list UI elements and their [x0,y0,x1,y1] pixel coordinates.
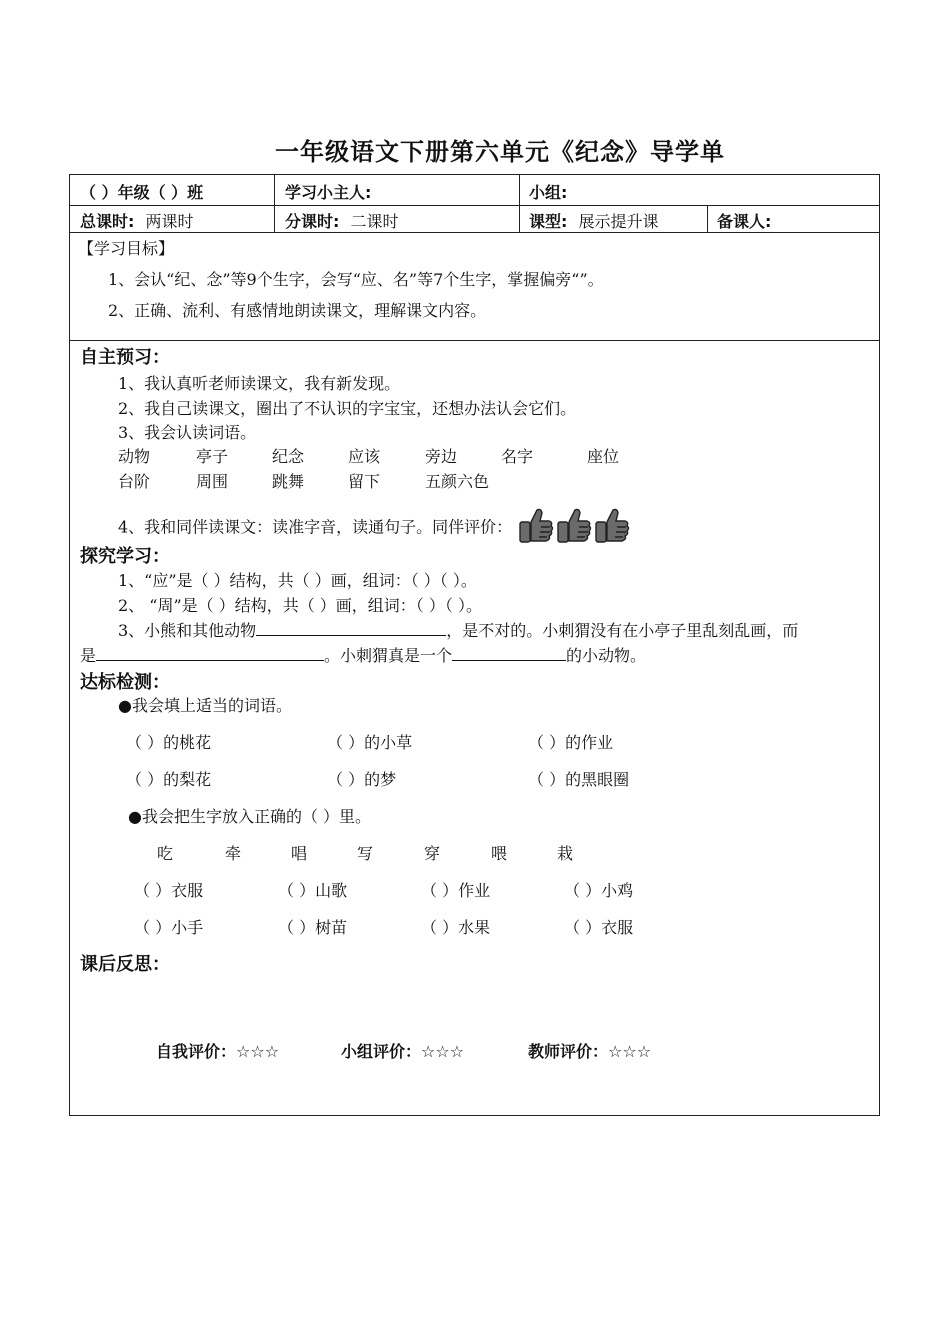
reflection-heading: 课后反思： [80,954,170,975]
match-item: （ ）山歌 [278,881,348,900]
question-text: 。小刺猬真是一个 [324,646,453,665]
vocab-word: 五颜六色 [425,472,490,491]
match-item: （ ）小鸡 [564,881,634,900]
match-item: （ ）衣服 [134,881,204,900]
vocab-word: 亭子 [196,447,229,466]
vocab-word: 名字 [501,447,534,466]
lesson-type-value: 展示提升课 [578,212,659,231]
table-divider [707,205,708,232]
match-item: （ ）树苗 [278,918,348,937]
match-item: （ ）作业 [421,881,491,900]
character: 吃 [157,844,174,863]
peer-review-line [118,506,631,550]
thumbs-up-icon [517,506,631,550]
vocab-word: 座位 [587,447,620,466]
character: 喂 [491,844,508,863]
preparer-label: 备课人: [717,212,772,231]
page-title: 一年级语文下册第六单元《纪念》导学单 [275,138,725,166]
check-task: ●我会填上适当的词语。 [118,696,292,715]
self-evaluation: 自我评价：☆☆☆ [156,1042,280,1061]
question-text: 的小动物。 [566,646,647,665]
vocab-word: 纪念 [272,447,305,466]
explore-question: 1、“应”是（ ）结构，共（ ）画，组词：（ ）（ ）。 [118,571,477,590]
vocab-word: 跳舞 [272,472,305,491]
question-text: ，是不对的。小刺猬没有在小亭子里乱刻乱画，而 [446,621,799,640]
group-evaluation: 小组评价：☆☆☆ [341,1042,465,1061]
total-lessons-label: 总课时: [80,212,135,231]
character: 穿 [424,844,441,863]
vocab-word: 动物 [118,447,151,466]
vocab-word: 周围 [196,472,229,491]
class-field-label: （ ）年级（ ）班 [80,183,204,202]
group-field-label: 小组: [529,183,568,202]
fill-item: （ ）的桃花 [126,733,212,752]
match-item: （ ）小手 [134,918,204,937]
vocab-word: 旁边 [425,447,458,466]
fill-item: （ ）的作业 [528,733,614,752]
total-lessons-field [80,209,194,232]
teacher-evaluation: 教师评价：☆☆☆ [528,1042,652,1061]
character: 写 [357,844,374,863]
part-lessons-value: 二课时 [350,212,399,231]
preview-item: 2、我自己读课文，圈出了不认识的字宝宝，还想办法认会它们。 [118,399,577,418]
explore-question [80,643,646,666]
character: 栽 [557,844,574,863]
character: 牵 [225,844,242,863]
host-field-label: 学习小主人: [285,183,372,202]
table-divider [70,340,879,341]
lesson-type-label: 课型: [529,212,568,231]
character: 唱 [291,844,308,863]
explore-question: 2、 “周”是（ ）结构，共（ ）画，组词：（ ）（ ）。 [118,596,482,615]
goal-item: 1、会认“纪、念”等9个生字，会写“应、名”等7个生字，掌握偏旁“”。 [108,270,604,289]
explore-heading: 探究学习： [80,546,170,567]
lesson-type-field [529,209,659,232]
goals-heading: 【学习目标】 [78,239,175,258]
peer-review-text: 4、我和同伴读课文：读准字音，读通句子。同伴评价： [118,517,513,537]
vocab-word: 台阶 [118,472,151,491]
fill-item: （ ）的黑眼圈 [528,770,630,789]
answer-blank[interactable] [96,644,324,661]
check-task: ●我会把生字放入正确的（ ）里。 [128,807,372,826]
preview-item: 3、我会认读词语。 [118,423,257,442]
preview-item: 1、我认真听老师读课文，我有新发现。 [118,374,401,393]
table-divider [274,175,275,232]
table-divider [70,205,879,206]
match-item: （ ）衣服 [564,918,634,937]
part-lessons-label: 分课时: [285,212,340,231]
goal-item: 2、正确、流利、有感情地朗读课文，理解课文内容。 [108,301,487,320]
fill-item: （ ）的梨花 [126,770,212,789]
answer-blank[interactable] [256,619,446,636]
question-text: 是 [80,646,97,665]
check-heading: 达标检测： [80,672,170,693]
fill-item: （ ）的小草 [327,733,413,752]
vocab-word: 应该 [348,447,381,466]
question-text: 3、小熊和其他动物 [118,621,257,640]
total-lessons-value: 两课时 [145,212,194,231]
answer-blank[interactable] [452,644,566,661]
table-divider [519,175,520,232]
table-divider [70,232,879,233]
preview-heading: 自主预习： [80,347,170,368]
vocab-word: 留下 [348,472,381,491]
match-item: （ ）水果 [421,918,491,937]
worksheet-table [69,174,880,1116]
part-lessons-field [285,209,399,232]
fill-item: （ ）的梦 [327,770,397,789]
explore-question [118,618,798,641]
